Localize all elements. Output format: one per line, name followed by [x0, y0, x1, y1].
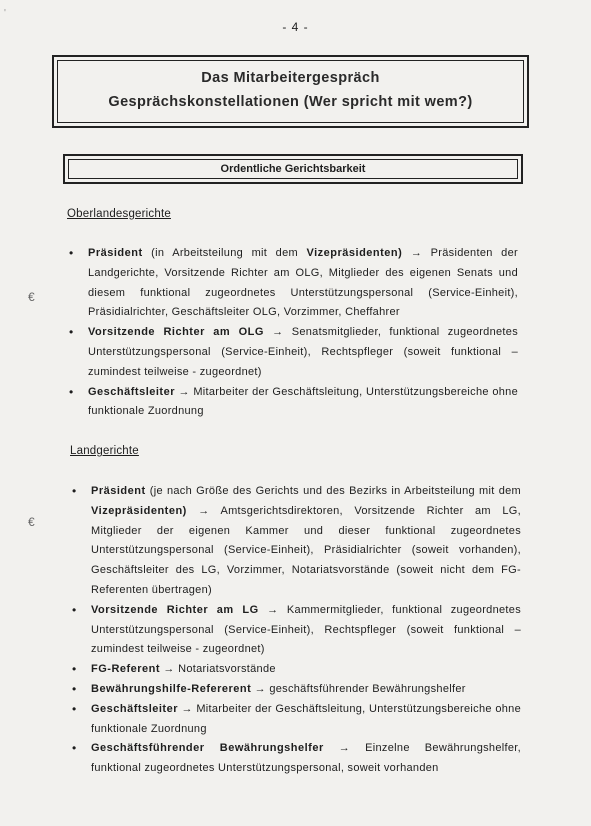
role-label: Vorsitzende Richter am LG: [91, 603, 259, 616]
list-item: [69, 700, 521, 740]
bullet: •: [72, 681, 77, 696]
role-label: Vizepräsidenten): [306, 247, 403, 259]
item-text: → Senatsmitglieder, funktional zugeordnetes Unterstützungspersonal (Service-Einheit), Rechtspfleger (soweit funktional – zumindest teilweise - zugeordnet): [88, 326, 518, 378]
margin-mark: €: [28, 515, 35, 529]
bullet: •: [72, 602, 77, 617]
list-item: [69, 660, 521, 680]
lg-list: [69, 482, 521, 779]
item-text: → Mitarbeiter der Geschäftsleitung, Unterstützungsbereiche ohne funktionale Zuordnung: [91, 702, 521, 735]
jurisdiction-box: [63, 154, 523, 184]
role-label: Vizepräsidenten): [91, 504, 187, 517]
role-label: Präsident: [88, 247, 143, 259]
role-label: Geschäftsführender Bewährungshelfer: [91, 742, 324, 755]
list-item: [66, 323, 518, 382]
section-heading-olg: Oberlandesgerichte: [67, 208, 171, 220]
item-text: → Notariatsvorstände: [160, 663, 276, 676]
role-label: Präsident: [91, 485, 146, 497]
bullet: •: [72, 701, 77, 716]
title-box: [52, 55, 529, 128]
margin-mark: €: [28, 290, 35, 304]
document-subtitle: Gesprächskonstellationen (Wer spricht mit wem?): [108, 94, 473, 110]
item-text: → Kammermitglieder, funktional zugeordnetes Unterstützungspersonal (Service-Einheit), Rechtspfleger (soweit funktional – zumindest teilweise - zugeordnet): [91, 603, 521, 656]
list-item: [66, 383, 518, 423]
olg-list: [66, 244, 518, 422]
item-text: → Amtsgerichtsdirektoren, Vorsitzende Richter am LG, Mitglieder der eigenen Kammer und dieser funktional zugeordnetes Unterstützungspersonal (Service-Einheit), Präsidialrichter (soweit vorhanden), Geschäftsleiter des LG, Vorzimmer, Notariatsvorstände (soweit nicht dem FG-Referenten übertragen): [91, 504, 521, 596]
role-label: Vorsitzende Richter am OLG: [88, 326, 264, 339]
jurisdiction-label: Ordentliche Gerichtsbarkeit: [220, 163, 366, 175]
item-text: → Präsidenten der Landgerichte, Vorsitzende Richter am OLG, Mitglieder des eigenen Senats und diesem funktional zugeordnetes Unterstützungspersonal (Service-Einheit), Präsidialrichter, Geschäftsleiter OLG, Vorzimmer, Cheffahrer: [88, 247, 518, 319]
item-text: (in Arbeitsteilung mit dem: [142, 247, 307, 259]
bullet: •: [69, 246, 74, 260]
document-title: Das Mitarbeitergespräch: [201, 70, 380, 86]
list-item: [69, 482, 521, 601]
bullet: •: [72, 741, 77, 756]
role-label: Geschäftsleiter: [88, 385, 175, 398]
bullet: •: [69, 384, 74, 399]
item-text: → Mitarbeiter der Geschäftsleitung, Unterstützungsbereiche ohne funktionale Zuordnung: [88, 385, 518, 418]
bullet: •: [72, 662, 77, 677]
list-item: [69, 680, 521, 700]
bullet: •: [72, 484, 77, 498]
item-text: → geschäftsführender Bewährungshelfer: [251, 682, 466, 695]
role-label: FG-Referent: [91, 663, 161, 676]
role-label: Bewährungshilfe-Refererent: [91, 682, 252, 695]
page-number: - 4 -: [282, 20, 309, 34]
item-text: → Einzelne Bewährungshelfer, funktional zugeordnetes Unterstützungspersonal, soweit vorhanden: [91, 742, 521, 775]
item-text: (je nach Größe des Gerichts und des Bezirks in Arbeitsteilung mit dem: [145, 485, 521, 497]
list-item: [69, 739, 521, 779]
scan-speck: ': [4, 8, 6, 19]
section-heading-lg: Landgerichte: [70, 445, 139, 457]
bullet: •: [69, 325, 74, 340]
list-item: [66, 244, 518, 323]
list-item: [69, 601, 521, 660]
role-label: Geschäftsleiter: [91, 702, 178, 715]
